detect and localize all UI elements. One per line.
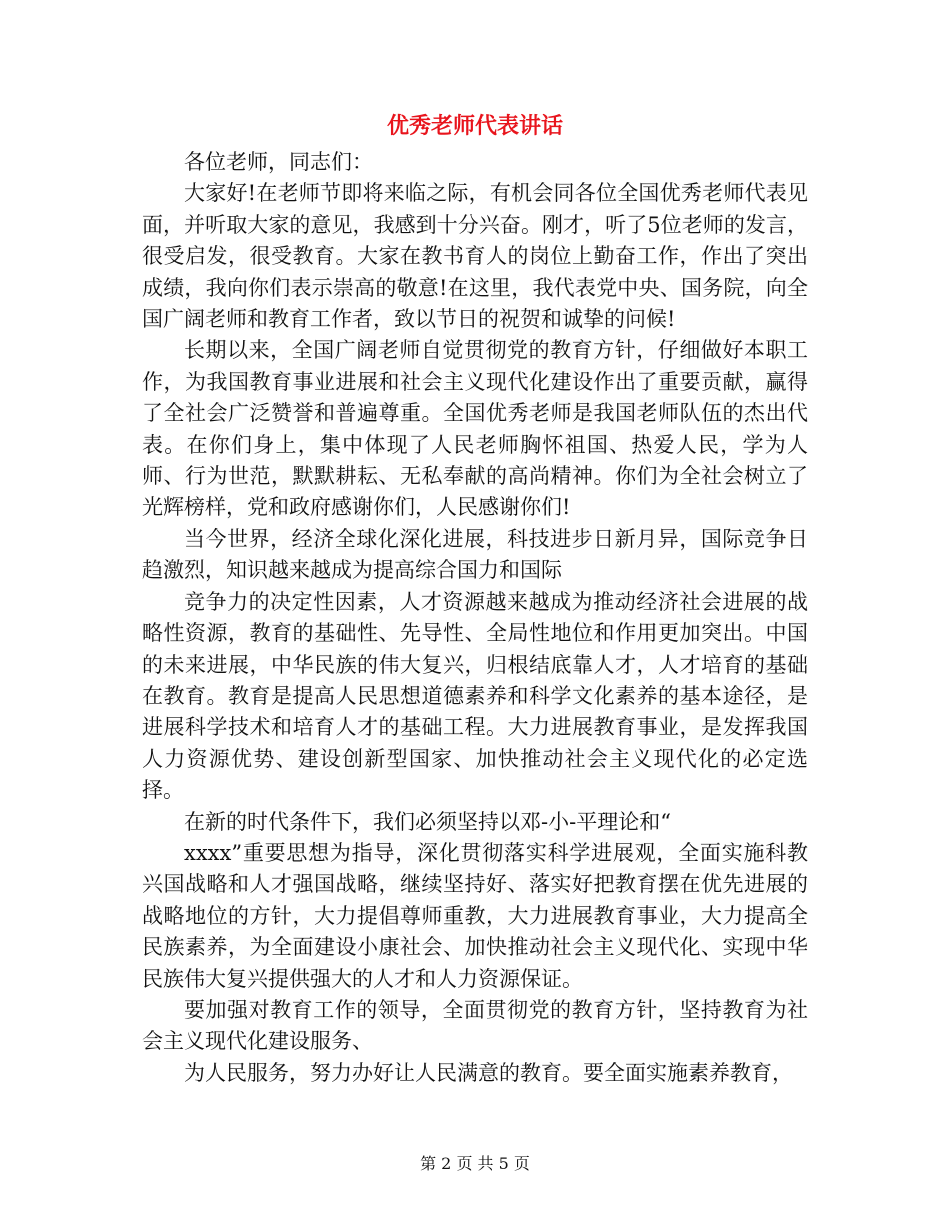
paragraph: 长期以来，全国广阔老师自觉贯彻党的教育方针，仔细做好本职工作，为我国教育事业进展和社会主义现代化建设作出了重要贡献，赢得了全社会广泛赞誉和普遍尊重。全国优秀老师是我国老师队伍的杰出代表。在你们身上，集中体现了人民老师胸怀祖国、热爱人民，学为人师、行为世范，默默耕耘、无私奉献的高尚精神。你们为全社会树立了光辉榜样，党和政府感谢你们，人民感谢你们! (142, 338, 808, 520)
document-title: 优秀老师代表讲话 (386, 113, 563, 139)
paragraph: 大家好!在老师节即将来临之际，有机会同各位全国优秀老师代表见面，并听取大家的意见，我感到十分兴奋。刚才，听了5位老师的发言，很受启发，很受教育。大家在教书育人的岗位上勤奋工作，作出了突出成绩，我向你们表示崇高的敬意!在这里，我代表党中央、国务院，向全国广阔老师和教育工作者，致以节日的祝贺和诚挚的问候! (142, 181, 808, 332)
paragraph-salutation: 各位老师，同志们： (184, 150, 373, 174)
paragraph: 竞争力的决定性因素，人才资源越来越成为推动经济社会进展的战略性资源，教育的基础性、先导性、全局性地位和作用更加突出。中国的未来进展，中华民族的伟大复兴，归根结底靠人才，人才培育的基础在教育。教育是提高人民思想道德素养和科学文化素养的基本途径，是进展科学技术和培育人才的基础工程。大力进展教育事业，是发挥我国人力资源优势、建设创新型国家、加快推动社会主义现代化的必定选择。 (142, 589, 808, 803)
paragraph: 在新的时代条件下，我们必须坚持以邓-小-平理论和“ (184, 809, 671, 834)
document-body (142, 147, 808, 1089)
paragraph: xxxx”重要思想为指导，深化贯彻落实科学进展观，全面实施科教兴国战略和人才强国战略，继续坚持好、落实好把教育摆在优先进展的战略地位的方针，大力提倡尊师重教，大力进展教育事业，大力提高全民族素养，为全面建设小康社会、加快推动社会主义现代化、实现中华民族伟大复兴提供强大的人才和人力资源保证。 (142, 840, 808, 991)
paragraph: 要加强对教育工作的领导，全面贯彻党的教育方针，坚持教育为社会主义现代化建设服务、 (142, 997, 808, 1054)
page-number-footer: 第 2 页 共 5 页 (420, 1154, 530, 1173)
paragraph: 为人民服务，努力办好让人民满意的教育。要全面实施素养教育， (184, 1060, 793, 1085)
paragraph: 当今世界，经济全球化深化进展，科技进步日新月异，国际竞争日趋激烈，知识越来越成为提高综合国力和国际 (142, 526, 808, 583)
